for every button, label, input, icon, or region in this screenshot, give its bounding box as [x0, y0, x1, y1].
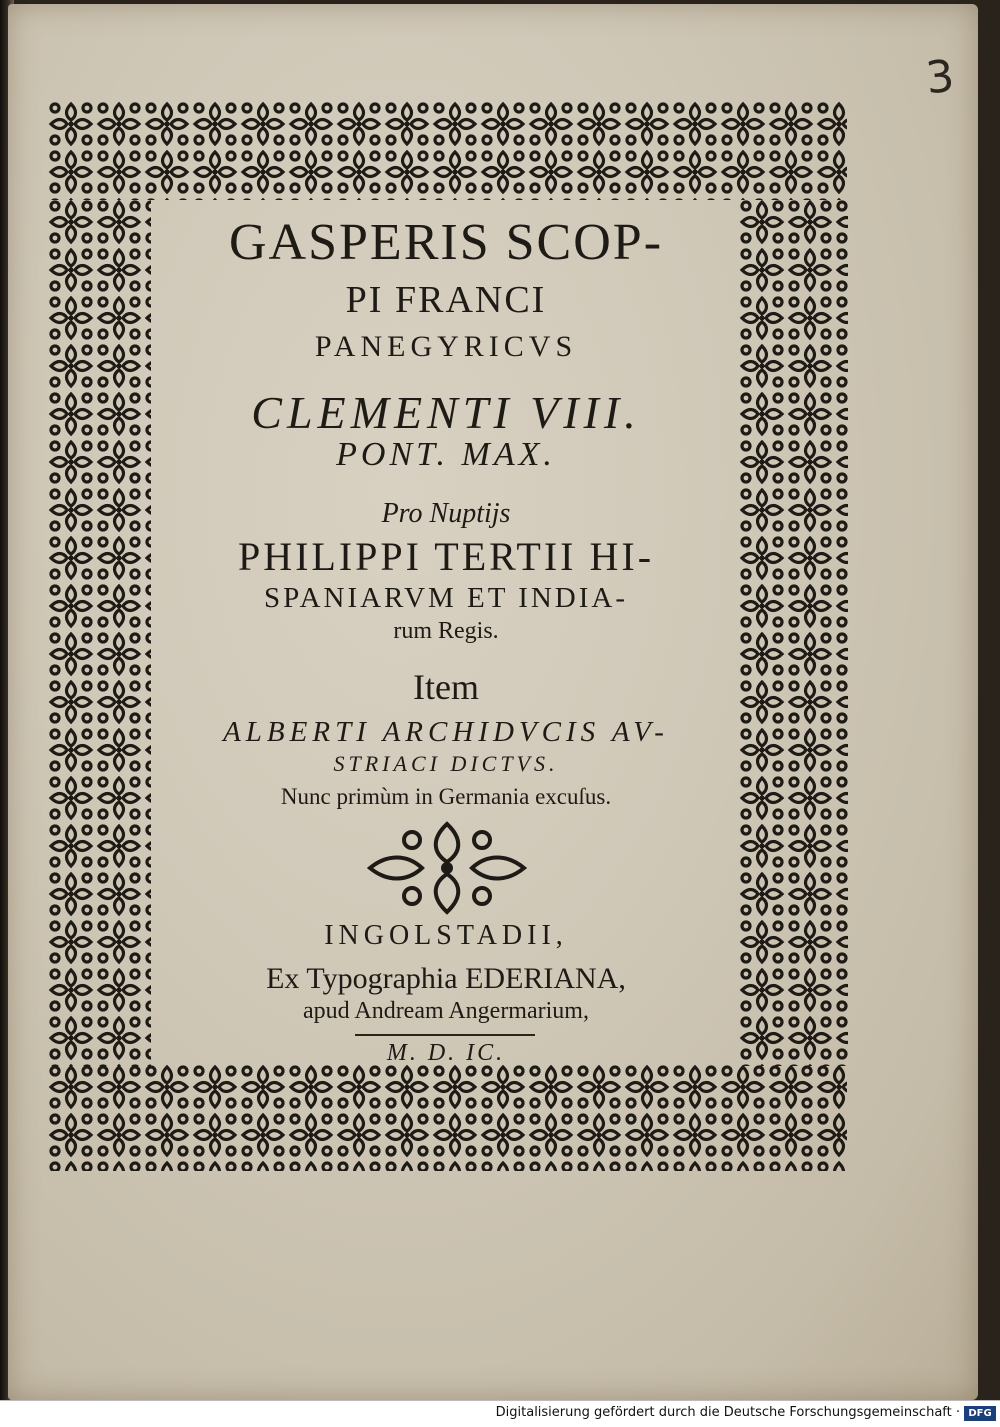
printer-line: Ex Typographia EDERIANA,	[266, 962, 626, 995]
handwritten-page-number: 3	[923, 50, 957, 105]
author-line-2: PI FRANCI	[345, 279, 547, 321]
funding-notice: Digitalisierung gefördert durch die Deutsche Forschungsgemeinschaft ·	[495, 1405, 960, 1420]
dfg-logo: DFG	[964, 1406, 996, 1421]
ornamental-border-left	[47, 198, 151, 1066]
dedicatee-title: PONT. MAX.	[336, 436, 556, 473]
imprint-year: M. D. IC.	[386, 1040, 506, 1066]
author-line-1: GASPERIS SCOP-	[228, 214, 664, 271]
ornamental-border-right	[738, 198, 848, 1066]
occasion-line: Pro Nuptijs	[381, 498, 511, 529]
ornamental-border-bottom	[47, 1063, 847, 1171]
dedicatee-name: CLEMENTI VIII.	[251, 387, 641, 438]
printer-name: apud Andream Angermarium,	[303, 998, 589, 1024]
item-line: Item	[413, 667, 479, 707]
printing-place: INGOLSTADII,	[324, 920, 568, 951]
king-name-line-2: SPANIARVM ET INDIA-	[263, 582, 629, 614]
archduke-line-1: ALBERTI ARCHIDVCIS AV-	[223, 716, 669, 748]
ornamental-border-top	[47, 100, 847, 200]
king-name-line-1: PHILIPPI TERTII HI-	[237, 534, 655, 579]
digitization-footer	[0, 1400, 1000, 1427]
king-name-line-3: rum Regis.	[393, 618, 499, 644]
archduke-line-2: STRIACI DICTVS.	[333, 751, 559, 776]
divider-rule	[355, 1034, 535, 1036]
edition-note: Nunc primùm in Germania excuſus.	[280, 784, 612, 809]
fleuron-vignette	[362, 818, 532, 918]
work-title: PANEGYRICVS	[314, 330, 578, 363]
